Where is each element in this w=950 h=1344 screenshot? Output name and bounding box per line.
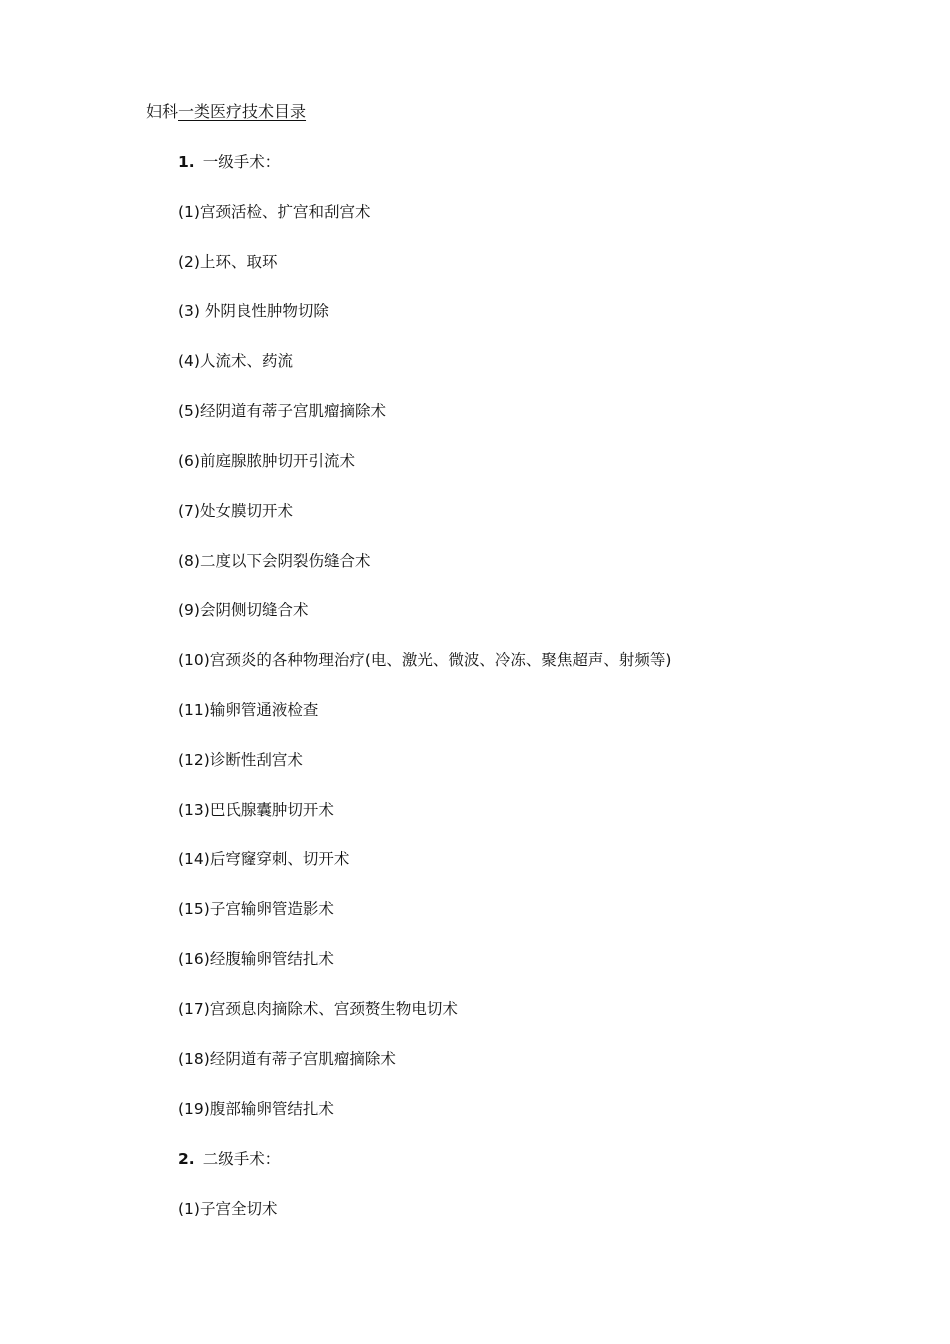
section-heading-text: 二级手术： xyxy=(202,1150,281,1168)
list-item: (1)宫颈活检、扩宫和刮宫术 xyxy=(178,203,371,221)
list-item: (5)经阴道有蒂子宫肌瘤摘除术 xyxy=(178,402,386,420)
section-heading xyxy=(178,151,280,173)
list-item: (12)诊断性刮宫术 xyxy=(178,751,303,769)
list-item: (15)子宫输卵管造影术 xyxy=(178,900,334,918)
list-item: (7)处女膜切开术 xyxy=(178,502,293,520)
section-number: 1. xyxy=(178,153,195,171)
title-prefix: 妇科 xyxy=(146,102,179,121)
list-item: (14)后穹窿穿刺、切开术 xyxy=(178,850,350,868)
list-item: (8)二度以下会阴裂伤缝合术 xyxy=(178,552,371,570)
title-underlined-text: 一类医疗技术目录 xyxy=(178,102,307,121)
section-heading xyxy=(178,1148,280,1170)
list-item: (9)会阴侧切缝合术 xyxy=(178,601,309,619)
list-item: (11)输卵管通液检查 xyxy=(178,701,319,719)
section-heading-text: 一级手术： xyxy=(202,153,281,171)
list-item: (18)经阴道有蒂子宫肌瘤摘除术 xyxy=(178,1050,396,1068)
section-number: 2. xyxy=(178,1150,195,1168)
list-item: (1)子宫全切术 xyxy=(178,1200,278,1218)
list-item: (10)宫颈炎的各种物理治疗(电、激光、微波、冷冻、聚焦超声、射频等) xyxy=(178,651,672,669)
list-item: (4)人流术、药流 xyxy=(178,352,293,370)
list-item: (2)上环、取环 xyxy=(178,253,278,271)
list-item: (6)前庭腺脓肿切开引流术 xyxy=(178,452,355,470)
document-title xyxy=(146,101,306,123)
list-item: (16)经腹输卵管结扎术 xyxy=(178,950,334,968)
list-item: (19)腹部输卵管结扎术 xyxy=(178,1100,334,1118)
list-item: (13)巴氏腺囊肿切开术 xyxy=(178,801,334,819)
list-item: (17)宫颈息肉摘除术、宫颈赘生物电切术 xyxy=(178,1000,458,1018)
list-item: (3) 外阴良性肿物切除 xyxy=(178,302,329,320)
